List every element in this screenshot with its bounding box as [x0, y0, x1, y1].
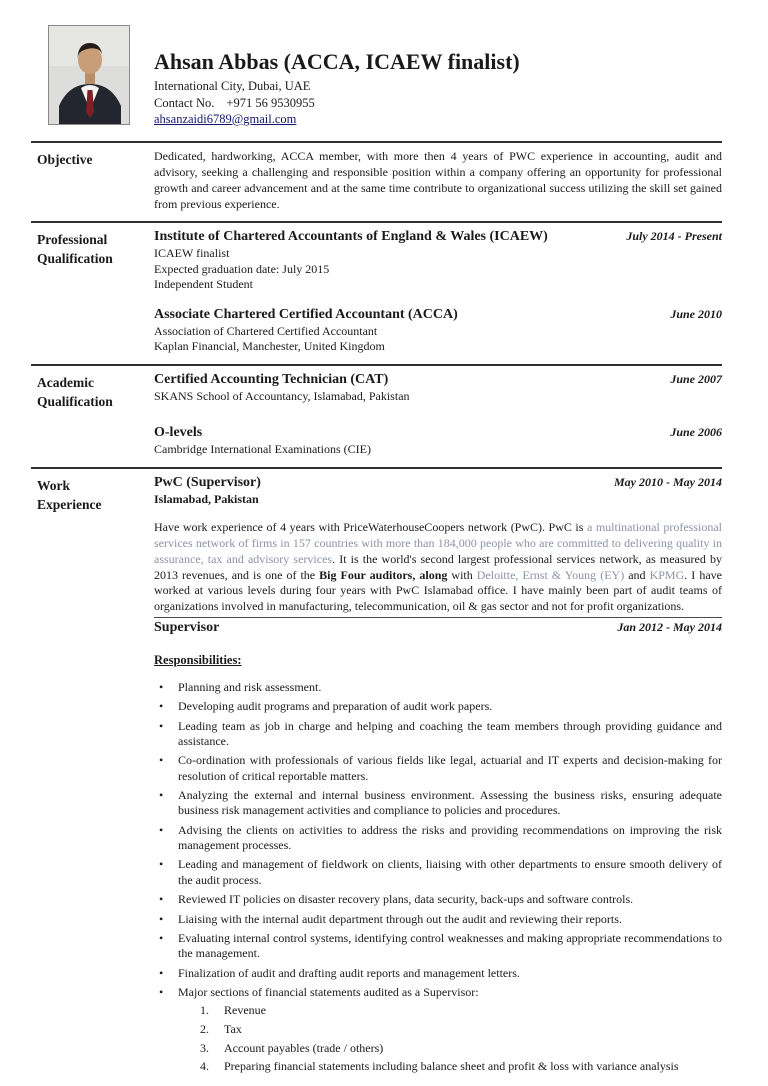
responsibility-item: • Leading team as job in charge and helping and coaching the team members through providing guidance and assistance.	[154, 719, 722, 750]
responsibility-item: • Developing audit programs and preparation of audit work papers.	[154, 699, 722, 714]
contact-label: Contact No.	[154, 95, 215, 110]
employer-title: PwC (Supervisor)	[154, 474, 261, 490]
objective-content	[154, 149, 722, 212]
employer-summary: Have work experience of 4 years with PriceWaterhouseCoopers network (PwC). PwC is a multinational professional services network of firms in 157 countries with more than 184,000 people who are committed to delivering quality in assurance, tax and advisory services. It is the world's second largest professional services network, as measured by 2013 revenues, and is one of the Big Four auditors, along with Deloitte, Ernst & Young (EY) and KPMG. I have worked at various levels during four years with PwC Islamabad office. I have mainly been part of audit teams of organizations involved in manufacturing, telecommunication, oil & gas sector and not for profit organizations.	[154, 520, 722, 614]
email-link[interactable]: ahsanzaidi6789@gmail.com	[154, 111, 297, 126]
responsibilities-heading: Responsibilities:	[154, 652, 242, 667]
header	[31, 25, 722, 127]
item-number: 1.	[200, 1003, 209, 1018]
role-title: Supervisor	[154, 620, 220, 636]
section-academic-qualification	[31, 366, 722, 458]
employer-heading	[154, 475, 722, 492]
academic-qualification-content	[154, 372, 722, 458]
role-date: Jan 2012 - May 2014	[617, 620, 722, 635]
section-professional-qualification	[31, 223, 722, 355]
professional-qualification-content	[154, 229, 722, 355]
qualification-entry	[154, 229, 722, 293]
responsibilities-list	[154, 680, 722, 1075]
qualification-detail: Cambridge International Examinations (CIE)	[154, 442, 371, 457]
qualification-entry	[154, 307, 722, 355]
objective-text: Dedicated, hardworking, ACCA member, with more then 4 years of PWC experience in accounting, audit and advisory, seeking a challenging and responsible position within a company offering an opportunity for professional growth and career advancement and at the same time contribute to organizational success utilizing the skill set gained from previous experience.	[154, 149, 722, 211]
section-objective	[31, 143, 722, 212]
qualification-title: Institute of Chartered Accountants of England & Wales (ICAEW)	[154, 229, 548, 245]
email-line	[154, 111, 520, 127]
qualification-entry	[154, 372, 722, 404]
audited-sections-list	[200, 1003, 722, 1074]
item-text: Account payables (trade / others)	[224, 1040, 384, 1055]
responsibility-item: • Reviewed IT policies on disaster recovery plans, data security, back-ups and software controls.	[154, 892, 722, 907]
objective-label: Objective	[37, 152, 93, 168]
item-text: Tax	[224, 1021, 242, 1036]
responsibility-item: • Evaluating internal control systems, identifying control weaknesses and making appropriate recommendations to the management.	[154, 931, 722, 962]
item-number: 2.	[200, 1021, 209, 1036]
responsibility-item	[154, 985, 722, 1075]
qualification-date: June 2010	[670, 306, 722, 321]
qualification-title: Associate Chartered Certified Accountant (ACCA)	[154, 306, 458, 322]
qualification-detail: Expected graduation date: July 2015	[154, 261, 330, 276]
employer-date: May 2010 - May 2014	[614, 474, 722, 489]
responsibility-item: • Advising the clients on activities to address the risks and providing recommendations on improving the risk management processes.	[154, 823, 722, 854]
qualification-detail: Kaplan Financial, Manchester, United Kingdom	[154, 339, 385, 354]
candidate-address: International City, Dubai, UAE	[154, 79, 311, 94]
professional-qualification-label: Professional Qualification	[37, 232, 113, 267]
responsibility-item: • Analyzing the external and internal business environment. Assessing the business risks, ensuring adequate business risk management activities and compliance to policies and procedures.	[154, 788, 722, 819]
profile-photo	[48, 25, 130, 125]
linked-text: KPMG	[649, 567, 685, 582]
candidate-name: Ahsan Abbas (ACCA, ICAEW finalist)	[154, 49, 520, 74]
responsibility-item: • Planning and risk assessment.	[154, 680, 722, 695]
work-experience-content	[154, 475, 722, 1086]
section-work-experience	[31, 469, 722, 1086]
responsibility-text: Major sections of financial statements audited as a Supervisor:	[178, 984, 479, 999]
linked-text: a multinational professional services network of firms in 157 countries with more than 184,000 people who are committed to delivering quality in assurance, tax and advisory services	[154, 520, 722, 566]
item-number: 4.	[200, 1059, 209, 1074]
role-heading	[154, 620, 722, 637]
audited-section-item	[200, 1022, 722, 1038]
item-number: 3.	[200, 1040, 209, 1055]
item-text: Revenue	[224, 1003, 266, 1018]
qualification-detail: SKANS School of Accountancy, Islamabad, Pakistan	[154, 388, 410, 403]
qualification-title: O-levels	[154, 425, 203, 441]
qualification-date: June 2007	[670, 371, 722, 386]
qualification-detail: Association of Chartered Certified Accountant	[154, 323, 378, 338]
contact-number: +971 56 9530955	[226, 95, 315, 110]
responsibility-item: • Finalization of audit and drafting audit reports and management letters.	[154, 966, 722, 981]
qualification-entry	[154, 425, 722, 457]
qualification-date: July 2014 - Present	[626, 229, 722, 244]
header-text	[154, 25, 520, 127]
portrait-illustration	[49, 26, 129, 124]
audited-section-item	[200, 1041, 722, 1057]
academic-qualification-label: Academic Qualification	[37, 374, 113, 409]
qualification-detail: ICAEW finalist	[154, 246, 230, 261]
sub-divider	[154, 617, 722, 618]
contact-line	[154, 95, 520, 111]
emphasized-text: Big Four auditors, along	[319, 567, 448, 582]
linked-text: Deloitte, Ernst & Young (EY)	[476, 567, 625, 582]
employer-location: Islamabad, Pakistan	[154, 491, 259, 506]
work-experience-label: Work Experience	[37, 477, 102, 512]
responsibility-item: • Liaising with the internal audit department through out the audit and reviewing their reports.	[154, 912, 722, 927]
item-text: Preparing financial statements including balance sheet and profit & loss with variance analysis	[224, 1059, 679, 1074]
qualification-date: June 2006	[670, 425, 722, 440]
qualification-title: Certified Accounting Technician (CAT)	[154, 371, 389, 387]
audited-section-item	[200, 1003, 722, 1019]
responsibility-item: • Leading and management of fieldwork on clients, liaising with other departments to ensure smooth delivery of the audit process.	[154, 857, 722, 888]
qualification-detail: Independent Student	[154, 277, 253, 292]
audited-section-item	[200, 1059, 722, 1075]
responsibility-item: • Co-ordination with professionals of various fields like legal, actuarial and IT experts and decision-making for resolution of critical reportable matters.	[154, 753, 722, 784]
